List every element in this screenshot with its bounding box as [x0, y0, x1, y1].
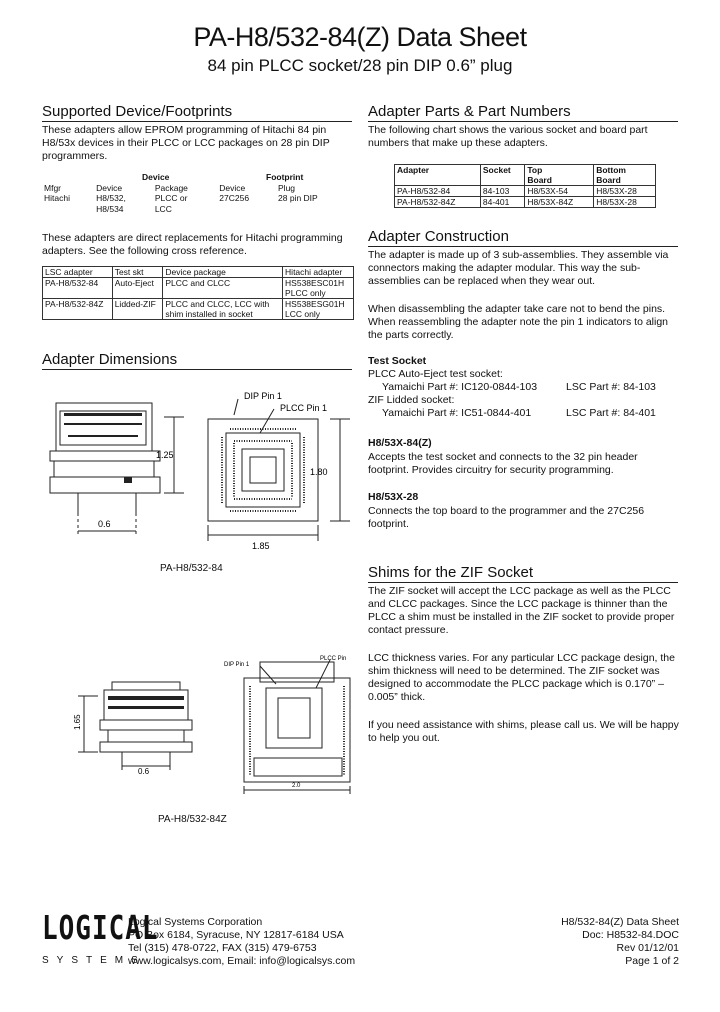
dimensions-heading: Adapter Dimensions: [42, 351, 352, 370]
footprint-table: [42, 172, 352, 214]
zif-socket-line: ZIF Lidded socket:: [368, 394, 455, 406]
col-plug: Plug: [278, 182, 296, 193]
table-row: [395, 186, 656, 197]
zif-lsc-part: LSC Part #: 84-401: [566, 407, 656, 419]
group-device: Device: [141, 172, 170, 182]
xref-cell: PLCC and CLCC, LCC with shim installed in socket: [163, 299, 283, 320]
page-title: PA-H8/532-84(Z) Data Sheet: [193, 22, 527, 52]
table-row: [395, 197, 656, 208]
dip-pin1-label: DIP Pin 1: [244, 391, 282, 401]
supported-heading: Supported Device/Footprints: [42, 103, 352, 122]
xref-header: Test skt: [112, 267, 163, 278]
construction-p1: The adapter is made up of 3 sub-assemblies. They assemble via connectors making the adapter modular. This way the sub-assemblies can be replaced when they wear out.: [368, 249, 669, 287]
company-address: PO Box 6184, Syracuse, NY 12817-6184 USA: [128, 929, 344, 941]
plcc-lsc-part: LSC Part #: 84-103: [566, 381, 656, 393]
plcc-yamaichi-part: Yamaichi Part #: IC120-0844-103: [382, 381, 538, 393]
cell-device: H8/532, H8/534: [96, 193, 126, 214]
xref-cell: PA-H8/532-84Z: [43, 299, 113, 320]
caption-84z: PA-H8/532-84Z: [158, 814, 227, 825]
dim-1-25: 1.25: [156, 450, 174, 460]
parts-cell: H8/53X-28: [594, 186, 656, 197]
parts-intro: The following chart shows the various socket and board part numbers that make up these adapters.: [368, 124, 648, 149]
dim-0-6: 0.6: [98, 519, 111, 529]
adapter-84-drawing: [38, 385, 358, 555]
group-footprint: Footprint: [266, 172, 304, 182]
xref-header: Device package: [163, 267, 283, 278]
col-device: Device: [96, 182, 123, 193]
company-name: Logical Systems Corporation: [128, 916, 263, 928]
doc-title: H8/532-84(Z) Data Sheet: [561, 916, 679, 928]
parts-cell: PA-H8/532-84Z: [395, 197, 481, 208]
col-package: Package: [154, 182, 188, 193]
z-plcc-pin-label: PLCC Pin: [320, 656, 347, 662]
parts-cell: PA-H8/532-84: [395, 186, 481, 197]
xref-cell: PA-H8/532-84: [43, 278, 113, 299]
company-web: www.logicalsys.com, Email: info@logicalsys.com: [128, 955, 356, 967]
parts-cell: H8/53X-54: [525, 186, 594, 197]
cell-mfgr: Hitachi: [44, 193, 70, 203]
shims-p2: LCC thickness varies. For any particular LCC package design, the shim thickness will need to be determined. The ZIF socket was designed to accommodate the PLCC package which is 0.170” – 0.005” thick.: [368, 652, 675, 703]
construction-heading: Adapter Construction: [368, 228, 678, 247]
zif-yamaichi-part: Yamaichi Part #: IC51-0844-401: [382, 407, 532, 419]
xref-cell: PLCC and CLCC: [163, 278, 283, 299]
xref-cell: HS538ESC01H PLCC only: [283, 278, 354, 299]
test-socket-title: Test Socket: [368, 355, 427, 367]
parts-cell: 84-401: [480, 197, 525, 208]
col-mfgr: Mfgr: [44, 182, 61, 193]
dim-1-80: 1.80: [310, 467, 328, 477]
parts-header: Top Board: [525, 165, 594, 186]
parts-header: Bottom Board: [594, 165, 656, 186]
parts-heading: Adapter Parts & Part Numbers: [368, 103, 678, 122]
xref-cell: Auto-Eject: [112, 278, 163, 299]
cell-fp-device: 27C256: [219, 193, 250, 203]
shims-p1: The ZIF socket will accept the LCC package as well as the PLCC and CLCC packages. Since the LCC package is thinner than the PLCC a shim must be installed in the ZIF socket to provide proper contact pressure.: [368, 585, 675, 636]
xref-header: LSC adapter: [43, 267, 113, 278]
dim-z-0-6: 0.6: [138, 767, 150, 776]
cell-plug: 28 pin DIP: [278, 193, 318, 203]
xref-header: Hitachi adapter: [283, 267, 354, 278]
top-board-title: H8/53X-84(Z): [368, 437, 432, 449]
parts-cell: 84-103: [480, 186, 525, 197]
bottom-board-title: H8/53X-28: [368, 491, 419, 503]
parts-header: Adapter: [395, 165, 481, 186]
parts-cell: H8/53X-84Z: [525, 197, 594, 208]
plcc-pin1-label: PLCC Pin 1: [280, 403, 328, 413]
bottom-board-text: Connects the top board to the programmer and the 27C256 footprint.: [368, 505, 645, 530]
caption-84: PA-H8/532-84: [160, 563, 223, 574]
parts-cell: H8/53X-28: [594, 197, 656, 208]
table-row: [43, 299, 354, 320]
xref-cell: Lidded-ZIF: [112, 299, 163, 320]
top-board-text: Accepts the test socket and connects to the 32 pin header footprint. Provides circuitry for security programming.: [368, 451, 638, 476]
shims-p3: If you need assistance with shims, please call us. We will be happy to help you out.: [368, 719, 679, 744]
replacement-text: These adapters are direct replacements for Hitachi programming adapters. See the following cross reference.: [42, 232, 343, 257]
doc-file: Doc: H8532-84.DOC: [582, 929, 679, 941]
page-number: Page 1 of 2: [625, 955, 679, 967]
parts-header: Socket: [480, 165, 525, 186]
dim-2-0: 2.0: [292, 783, 301, 789]
plcc-socket-line: PLCC Auto-Eject test socket:: [368, 368, 503, 380]
company-logo-sub: SYSTEMS: [42, 955, 146, 966]
company-logo: LOGICAL: [42, 910, 159, 948]
xref-cell: HS538ESG01H LCC only: [283, 299, 354, 320]
shims-heading: Shims for the ZIF Socket: [368, 564, 678, 583]
dim-1-65: 1.65: [73, 714, 82, 730]
dim-1-85: 1.85: [252, 541, 270, 551]
cross-reference-table: [42, 266, 354, 320]
z-dip-pin1-label: DIP Pin 1: [224, 662, 250, 668]
col-fp-device: Device: [219, 182, 246, 193]
doc-revision: Rev 01/12/01: [616, 942, 679, 954]
company-phone: Tel (315) 478-0722, FAX (315) 479-6753: [128, 942, 317, 954]
table-row: [43, 278, 354, 299]
part-numbers-table: [394, 164, 656, 208]
adapter-84z-drawing: [38, 648, 358, 798]
page-subtitle: 84 pin PLCC socket/28 pin DIP 0.6” plug: [207, 56, 513, 75]
supported-intro: These adapters allow EPROM programming of Hitachi 84 pin H8/53x devices in their PLCC or LCC packages on 28 pin DIP programmers.: [42, 124, 330, 162]
construction-p2: When disassembling the adapter take care not to bend the pins. When reassembling the adapter note the pin 1 indicators to align the parts correctly.: [368, 303, 669, 341]
cell-package: PLCC or LCC: [154, 193, 188, 214]
